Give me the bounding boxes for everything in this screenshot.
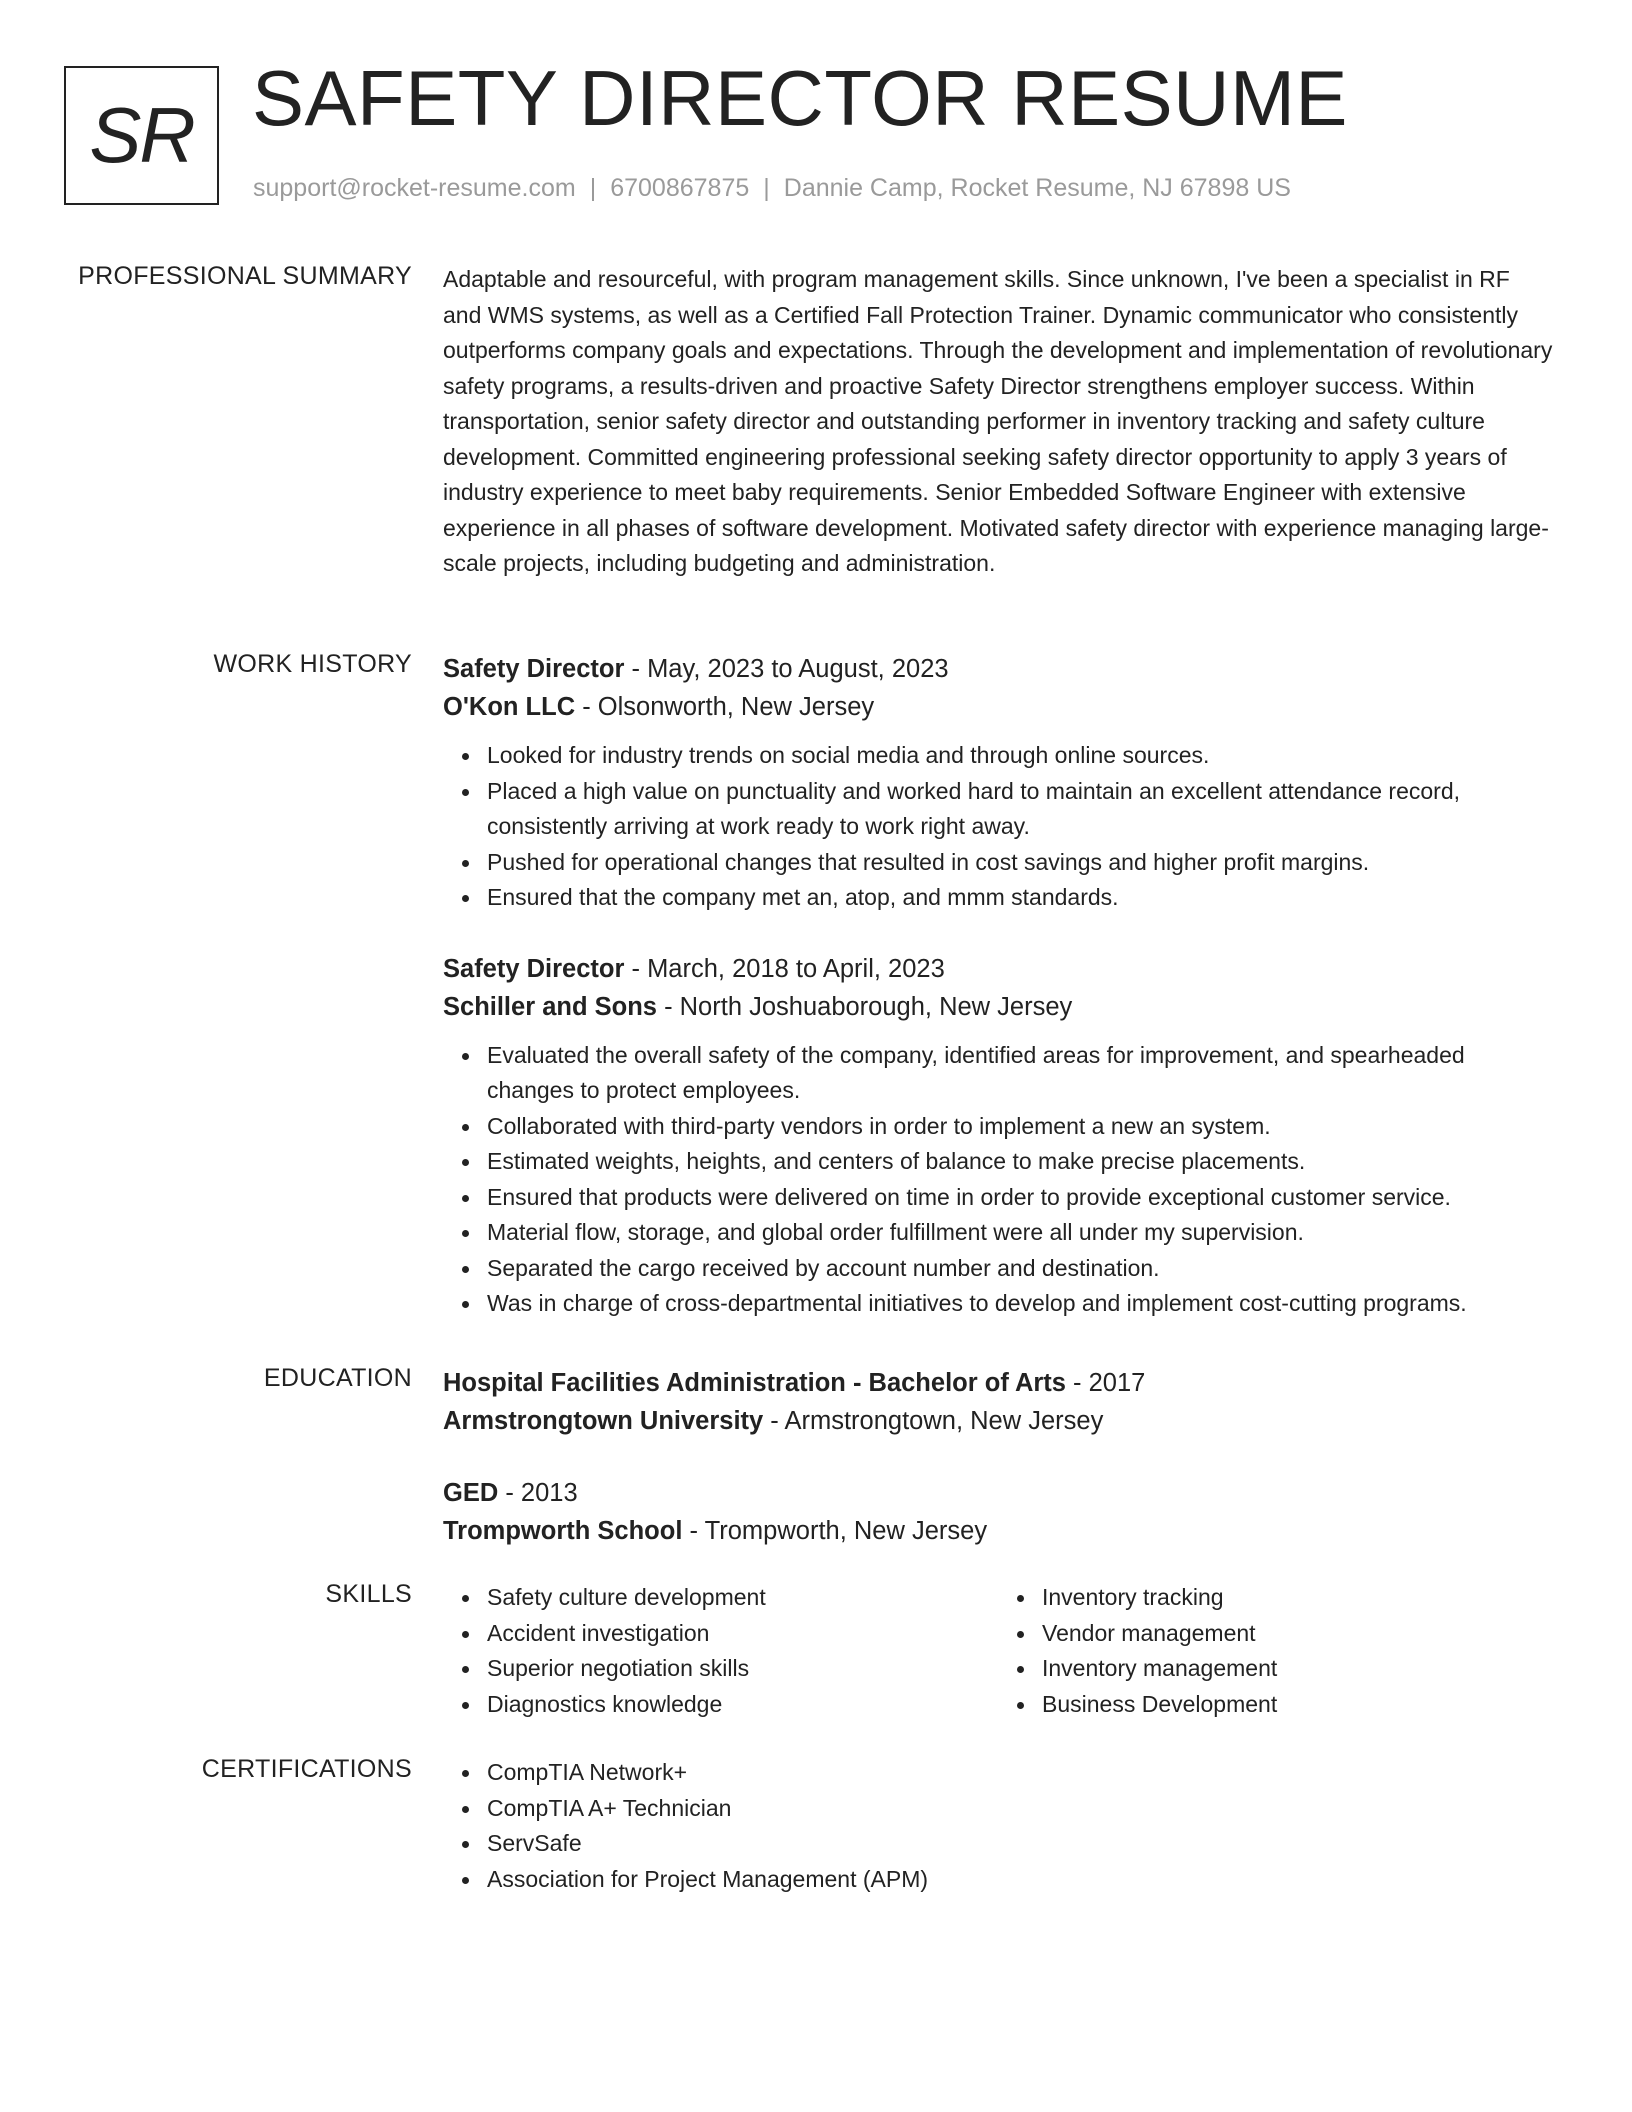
contact-phone: 6700867875	[610, 174, 750, 202]
section-label-skills: SKILLS	[325, 1580, 412, 1608]
job-title-line	[443, 650, 1553, 688]
job-location: - Olsonworth, New Jersey	[575, 693, 875, 721]
section-label-work-history: WORK HISTORY	[213, 650, 412, 678]
list-item: Estimated weights, heights, and centers of balance to make precise placements.	[487, 1144, 1553, 1180]
education-year: - 2017	[1065, 1369, 1146, 1397]
skill-item: Inventory management	[1042, 1651, 1553, 1687]
education-degree: Hospital Facilities Administration - Bachelor of Arts	[443, 1369, 1066, 1397]
list-item: Was in charge of cross-departmental initiatives to develop and implement cost-cutting programs.	[487, 1286, 1553, 1322]
certification-item: ServSafe	[487, 1826, 1553, 1862]
job-company-line	[443, 688, 1553, 726]
job-company: O'Kon LLC	[443, 693, 576, 721]
list-item: Collaborated with third-party vendors in order to implement a new an system.	[487, 1109, 1553, 1145]
skills-columns	[443, 1580, 1553, 1722]
skill-item: Superior negotiation skills	[487, 1651, 998, 1687]
job-dates: - May, 2023 to August, 2023	[624, 655, 949, 683]
education-school-line	[443, 1512, 1553, 1550]
education-entry	[443, 1364, 1553, 1440]
list-item: Evaluated the overall safety of the company, identified areas for improvement, and spearheaded changes to protect employees.	[487, 1038, 1553, 1109]
section-label-certifications: CERTIFICATIONS	[201, 1755, 412, 1783]
job-entry	[443, 650, 1553, 916]
list-item: Pushed for operational changes that resulted in cost savings and higher profit margins.	[487, 845, 1553, 881]
contact-address: Dannie Camp, Rocket Resume, NJ 67898 US	[783, 174, 1291, 202]
job-dates: - March, 2018 to April, 2023	[624, 954, 945, 983]
education-year: - 2013	[498, 1479, 578, 1507]
skill-item: Accident investigation	[487, 1616, 998, 1652]
list-item: Placed a high value on punctuality and worked hard to maintain an excellent attendance record, consistently arriving at work ready to work right away.	[487, 774, 1553, 845]
education-school-line	[443, 1402, 1553, 1440]
job-bullets	[443, 738, 1553, 916]
education-entry	[443, 1474, 1553, 1550]
education-body	[443, 1364, 1553, 1550]
education-school: Trompworth School	[443, 1517, 683, 1545]
list-item: Ensured that the company met an, atop, and mmm standards.	[487, 880, 1553, 916]
skills-list-right	[998, 1580, 1553, 1722]
education-location: - Armstrongtown, New Jersey	[763, 1407, 1104, 1435]
job-bullets	[443, 1038, 1553, 1322]
certifications-list	[443, 1755, 1553, 1897]
certifications-body	[443, 1755, 1553, 1897]
job-company-line	[443, 988, 1553, 1026]
contact-email[interactable]: support@rocket-resume.com	[253, 174, 576, 202]
job-company: Schiller and Sons	[443, 992, 657, 1021]
work-history-body	[443, 650, 1553, 1322]
education-school: Armstrongtown University	[443, 1407, 764, 1435]
job-entry	[443, 950, 1553, 1322]
list-item: Ensured that products were delivered on time in order to provide exceptional customer service.	[487, 1180, 1553, 1216]
list-item: Looked for industry trends on social media and through online sources.	[487, 738, 1553, 774]
job-title: Safety Director	[443, 954, 625, 983]
certification-item: CompTIA A+ Technician	[487, 1791, 1553, 1827]
education-degree-line	[443, 1364, 1553, 1402]
resume-title: SAFETY DIRECTOR RESUME	[252, 54, 1348, 142]
skill-item: Vendor management	[1042, 1616, 1553, 1652]
education-location: - Trompworth, New Jersey	[682, 1517, 988, 1545]
skill-item: Business Development	[1042, 1687, 1553, 1723]
section-label-summary: PROFESSIONAL SUMMARY	[78, 262, 412, 290]
contact-line	[253, 174, 1291, 203]
education-degree-line	[443, 1474, 1553, 1512]
section-label-education: EDUCATION	[263, 1364, 412, 1392]
skill-item: Safety culture development	[487, 1580, 998, 1616]
summary-text: Adaptable and resourceful, with program management skills. Since unknown, I've been a specialist in RF and WMS systems, as well as a Certified Fall Protection Trainer. Dynamic communicator who consistently outperforms company goals and expectations. Through the development and implementation of revolutionary safety programs, a results-driven and proactive Safety Director strengthens employer success. Within transportation, senior safety director and outstanding performer in inventory tracking and safety culture development. Committed engineering professional seeking safety director opportunity to apply 3 years of industry experience to meet baby requirements. Senior Embedded Software Engineer with extensive experience in all phases of software development. Motivated safety director with experience managing large-scale projects, including budgeting and administration.	[443, 266, 1553, 576]
skill-item: Diagnostics knowledge	[487, 1687, 998, 1723]
skills-list-left	[443, 1580, 998, 1722]
skill-item: Inventory tracking	[1042, 1580, 1553, 1616]
list-item: Separated the cargo received by account number and destination.	[487, 1251, 1553, 1287]
contact-separator: |	[763, 174, 770, 202]
list-item: Material flow, storage, and global order fulfillment were all under my supervision.	[487, 1215, 1553, 1251]
monogram-logo: SR	[64, 66, 219, 205]
job-location: - North Joshuaborough, New Jersey	[656, 992, 1073, 1021]
contact-separator: |	[589, 174, 597, 202]
skills-body	[443, 1580, 1553, 1722]
job-title: Safety Director	[443, 655, 625, 683]
certification-item: Association for Project Management (APM)	[487, 1862, 1553, 1898]
certification-item: CompTIA Network+	[487, 1755, 1553, 1791]
job-title-line	[443, 950, 1553, 988]
education-degree: GED	[443, 1479, 499, 1507]
